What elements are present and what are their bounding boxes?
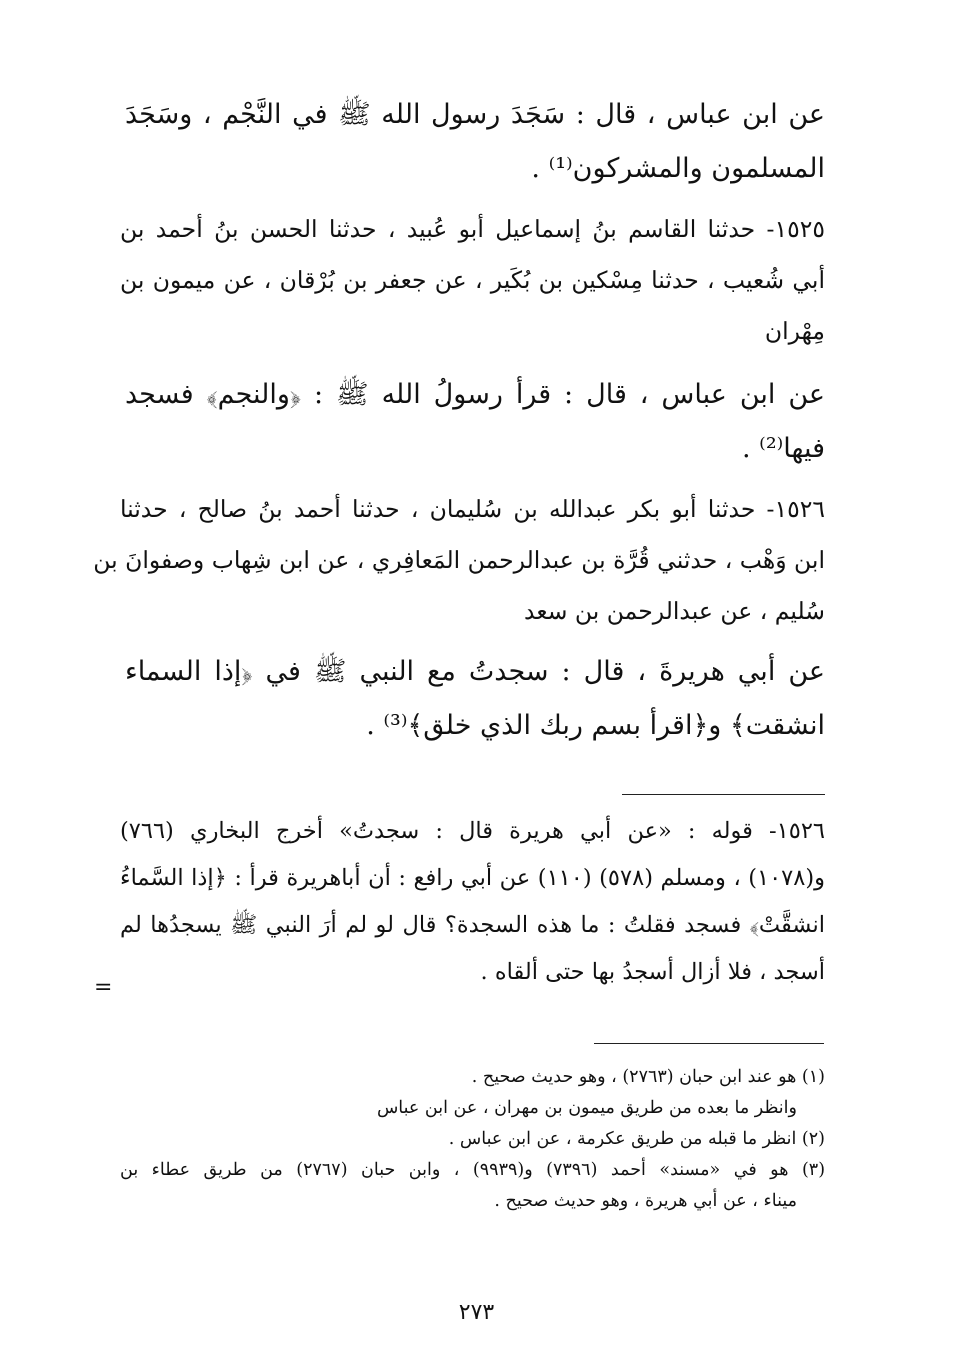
footnote-line: ميناء ، عن أبي هريرة ، وهو حديث صحيح . [494,1191,797,1211]
text-line: ابن وَهْب ، حدثني قُرَّة بن عبدالرحمن المَعافِري ، عن ابن شِهاب وصفوانَ بن [93,546,825,574]
text-line: سُليم ، عن عبدالرحمن بن سعد [524,597,825,625]
page-number: ٢٧٣ [458,1300,495,1325]
footnotes [120,1062,825,1217]
text-line: عن أبي هريرةَ ، قال : سجدتُ مع النبي ﷺ في ﴿إذا السماء [125,656,825,687]
text-line: أبي شُعيب ، حدثنا مِسْكين بن بُكَير ، عن جعفر بن بُرْقان ، عن ميمون بن [120,266,825,294]
text-line: ١٥٢٦- قوله : «عن أبي هريرة قال : سجدتُ» أخرج البخاري (٧٦٦) [120,818,825,844]
text-line: و(١٠٧٨) ، ومسلم (٥٧٨) (١١٠) عن أبي رافع : أن أباهريرة قرأ : ﴿إذا السَّماءُ [120,865,826,891]
commentary-separator [622,794,825,795]
text-line: فيها⁽²⁾ . [742,433,825,464]
text-line: ١٥٢٥- حدثنا القاسم بنُ إسماعيل أبو عُبيد ، حدثنا الحسن بنُ أحمد بن [120,215,825,243]
hadith-text-2 [125,368,825,476]
text-line: عن ابن عباس ، قال : سَجَدَ رسول الله ﷺ في النَّجْم ، وسَجَدَ [125,99,825,130]
footnote-separator [594,1043,824,1044]
text-line: أسجد ، فلا أزال أسجدُ بها حتى ألقاه . [480,959,825,985]
footnote-line: (٣) هو في «مسند» أحمد (٧٣٩٦) و(٩٩٣٩) ، وابن حبان (٢٧٦٧) من طريق عطاء بن [120,1160,826,1180]
text-line: ١٥٢٦- حدثنا أبو بكر عبدالله بن سُليمان ، حدثنا أحمد بنُ صالح ، حدثنا [120,495,825,523]
text-line: المسلمون والمشركون⁽¹⁾ . [531,153,825,184]
text-line: مِهْران [764,317,825,345]
commentary [120,808,825,996]
hadith-text-1 [125,88,825,196]
text-line: عن ابن عباس ، قال : قرأ رسولُ الله ﷺ : ﴿والنجم﴾ فسجد [125,379,825,410]
footnote-line: (٢) انظر ما قبله من طريق عكرمة ، عن ابن عباس . [448,1129,825,1149]
margin-mark: = [94,975,113,1000]
isnad-1525 [120,204,825,357]
text-line: انشقَّتْ﴾ فسجد فقلتُ : ما هذه السجدة؟ قال لو لم أرَ النبي ﷺ يسجدُها لم [120,912,825,938]
footnote-line: وانظر ما بعده من طريق ميمون بن مهران ، عن ابن عباس [376,1098,797,1118]
text-line: انشقت﴾ و﴿اقرأ بسم ربك الذي خلق﴾⁽³⁾ . [366,710,825,741]
isnad-1526 [93,484,825,637]
footnote-line: (١) هو عند ابن حبان (٢٧٦٣) ، وهو حديث صحيح . [471,1067,825,1087]
hadith-text-3 [125,645,825,753]
